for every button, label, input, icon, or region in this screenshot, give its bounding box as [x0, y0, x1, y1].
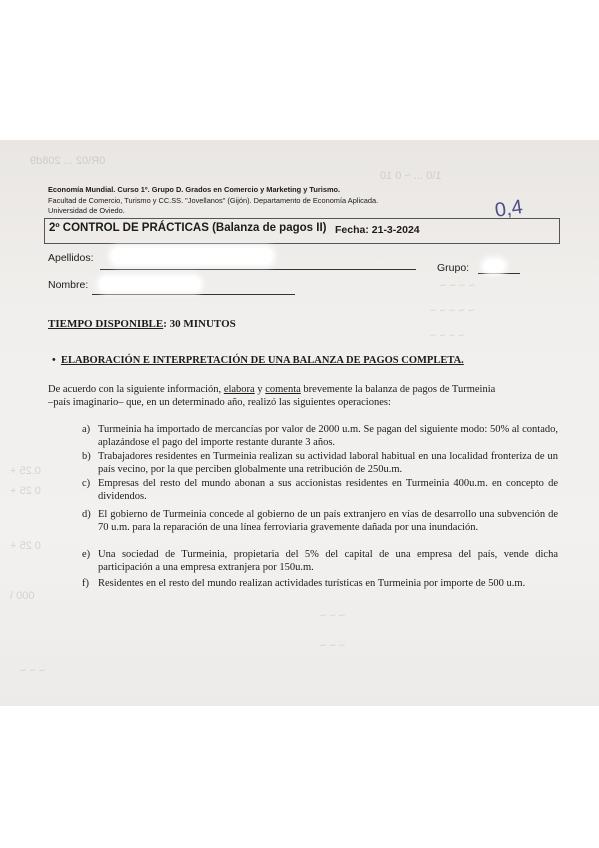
bleed-through-mark: ~ ~ ~ ~ — [430, 330, 465, 342]
time-value: : 30 MINUTOS — [163, 318, 236, 330]
intro-text: y — [254, 384, 266, 395]
intro-keyword: elabora — [223, 384, 255, 395]
section-title: ELABORACIÓN E INTERPRETACIÓN DE UNA BALANZA DE PAGOS COMPLETA. — [60, 355, 464, 366]
handwritten-grade: 0,4 — [493, 196, 525, 222]
item-text: Una sociedad de Turmeinia, propietaria del 5% del capital de una empresa del país, vende dicha participación a una empresa extranjera por 150u.m. — [98, 549, 558, 573]
grupo-line — [478, 273, 520, 274]
nombre-line — [92, 294, 295, 295]
bleed-through-mark: ~ ~ ~ — [320, 640, 346, 652]
intro-text: De acuerdo con la siguiente información, — [48, 384, 224, 395]
redacted-name — [100, 277, 200, 291]
grupo-label: Grupo: — [437, 262, 470, 274]
time-label: TIEMPO DISPONIBLE — [48, 318, 164, 330]
title-box — [44, 218, 560, 244]
item-text: Empresas del resto del mundo abonan a sus accionistas residentes en Turmeinia 400u.m. en concepto de dividendos. — [98, 478, 558, 502]
section-heading — [52, 355, 464, 366]
exam-title: 2º CONTROL DE PRÁCTICAS (Balanza de pagos II) — [49, 222, 327, 234]
item-letter: c) — [82, 478, 91, 489]
bleed-through-mark: 1\0 ... ~ 0 10 — [380, 170, 442, 182]
bleed-through-mark: 0 25 + — [10, 540, 41, 552]
bullet-dot: • — [52, 355, 56, 366]
item-text: Trabajadores residentes en Turmeinia realizan su actividad laboral habitual en una localidad fronteriza de un país vecino, por la que perciben globalmente una retribución de 250u.m. — [98, 451, 558, 475]
bleed-through-mark: ~ ~ ~ ~ ~ — [430, 305, 475, 317]
bleed-through-mark: 0R\02 ... 208d9 — [30, 155, 106, 167]
nombre-label: Nombre: — [48, 279, 89, 291]
header-faculty-line: Facultad de Comercio, Turismo y CC.SS. "Jovellanos" (Gijón). Departamento de Economía Aplicada. — [48, 196, 379, 205]
intro-keyword: comenta — [265, 384, 301, 395]
bleed-through-mark: ~ ~ ~ — [20, 665, 46, 677]
bleed-through-mark: 000 \ — [10, 590, 35, 602]
apellidos-line — [100, 269, 416, 270]
item-letter: d) — [82, 509, 91, 520]
item-letter: b) — [82, 451, 91, 462]
item-text: Residentes en el resto del mundo realizan actividades turísticas en Turmeinia por importe de 500 u.m. — [98, 578, 526, 589]
intro-line-1 — [48, 384, 558, 397]
bleed-through-mark: 0.25 + — [10, 465, 41, 477]
time-available — [48, 318, 236, 330]
exam-date: Fecha: 21-3-2024 — [335, 224, 420, 236]
item-text: Turmeinia ha importado de mercancías por valor de 2000 u.m. Se pagan del siguiente modo: 50% al contado, aplazándose el pago del importe restante durante 3 años. — [98, 424, 558, 448]
item-text: El gobierno de Turmeinia concede al gobierno de un país extranjero en vías de desarrollo una subvención de 70 u.m. para la reparación de una línea ferroviaria gravemente dañada por una inundación. — [98, 509, 558, 533]
header-university-line: Universidad de Oviedo. — [48, 206, 125, 215]
item-letter: f) — [82, 578, 89, 589]
intro-paragraph — [48, 384, 558, 409]
item-letter: e) — [82, 549, 91, 560]
intro-text: brevemente la balanza de pagos de Turmeinia — [300, 384, 496, 395]
apellidos-label: Apellidos: — [48, 252, 94, 264]
redacted-group — [484, 260, 504, 272]
intro-line-2: –país imaginario– que, en un determinado año, realizó las siguientes operaciones: — [48, 396, 391, 408]
bleed-through-mark: 0 25 + — [10, 485, 41, 497]
bleed-through-mark: ~ ~ ~ ~ — [440, 280, 475, 292]
item-letter: a) — [82, 424, 91, 435]
bleed-through-mark: ~ ~ ~ — [320, 610, 346, 622]
header-course-line: Economía Mundial. Curso 1º. Grupo D. Grados en Comercio y Marketing y Turismo. — [48, 185, 341, 194]
redacted-surname — [112, 248, 272, 264]
